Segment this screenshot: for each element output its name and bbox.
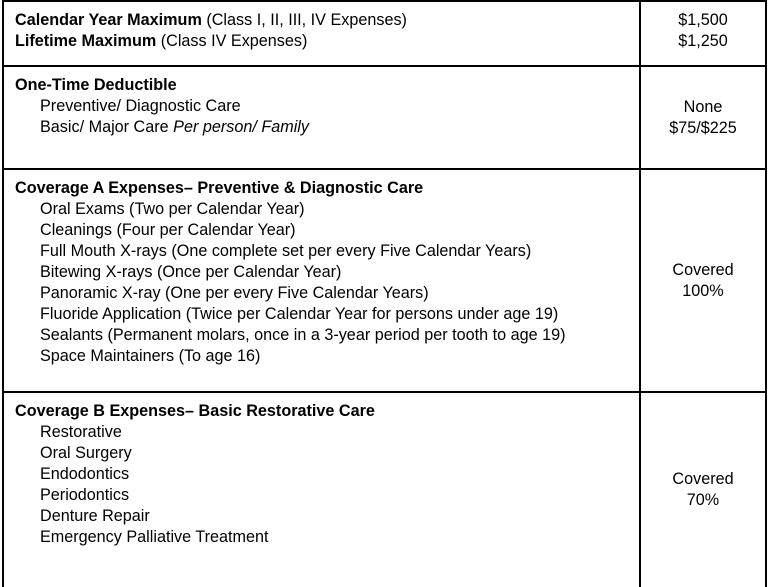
basic-deductible-value: $75/$225 <box>669 118 737 137</box>
list-item: Restorative <box>40 423 122 441</box>
maximums-description <box>3 1 640 66</box>
calendar-year-value: $1,500 <box>678 11 728 29</box>
maximums-values <box>640 1 766 66</box>
coverage-b-row <box>3 392 766 587</box>
list-item: Oral Surgery <box>40 444 132 462</box>
preventive-deductible-value: None <box>683 97 723 116</box>
coverage-b-description <box>3 392 640 587</box>
deductible-values <box>640 66 766 169</box>
coverage-a-percent: 100% <box>682 281 724 300</box>
maximums-row <box>3 1 766 66</box>
calendar-year-maximum: Calendar Year Maximum (Class I, II, III, IV Expenses) <box>15 11 407 29</box>
list-item: Full Mouth X-rays (One complete set per every Five Calendar Years) <box>40 242 532 260</box>
list-item: Oral Exams (Two per Calendar Year) <box>40 200 305 218</box>
coverage-a-row <box>3 169 766 392</box>
deductible-row <box>3 66 766 169</box>
coverage-a-value <box>640 169 766 392</box>
list-item: Bitewing X-rays (Once per Calendar Year) <box>40 263 342 281</box>
list-item: Endodontics <box>40 465 130 483</box>
list-item: Panoramic X-ray (One per every Five Calendar Years) <box>40 284 429 302</box>
lifetime-maximum: Lifetime Maximum (Class IV Expenses) <box>15 32 308 50</box>
deductible-heading: One-Time Deductible <box>15 76 177 94</box>
basic-deductible-label: Basic/ Major Care Per person/ Family <box>40 118 309 136</box>
benefits-table <box>2 0 767 587</box>
list-item: Sealants (Permanent molars, once in a 3-year period per tooth to age 19) <box>40 326 566 344</box>
list-item: Emergency Palliative Treatment <box>40 528 269 546</box>
list-item: Cleanings (Four per Calendar Year) <box>40 221 296 239</box>
list-item: Denture Repair <box>40 507 150 525</box>
coverage-b-status: Covered <box>672 470 734 488</box>
coverage-b-heading: Coverage B Expenses– Basic Restorative Care <box>15 402 375 420</box>
lifetime-value: $1,250 <box>678 32 728 50</box>
preventive-deductible-label: Preventive/ Diagnostic Care <box>40 97 241 115</box>
coverage-a-heading: Coverage A Expenses– Preventive & Diagnostic Care <box>15 179 424 197</box>
list-item: Space Maintainers (To age 16) <box>40 347 261 365</box>
coverage-a-status: Covered <box>672 260 734 279</box>
coverage-b-percent: 70% <box>686 491 720 509</box>
list-item: Periodontics <box>40 486 130 504</box>
coverage-a-description <box>3 169 640 392</box>
deductible-description <box>3 66 640 169</box>
list-item: Fluoride Application (Twice per Calendar Year for persons under age 19) <box>40 305 559 323</box>
coverage-b-value <box>640 392 766 587</box>
